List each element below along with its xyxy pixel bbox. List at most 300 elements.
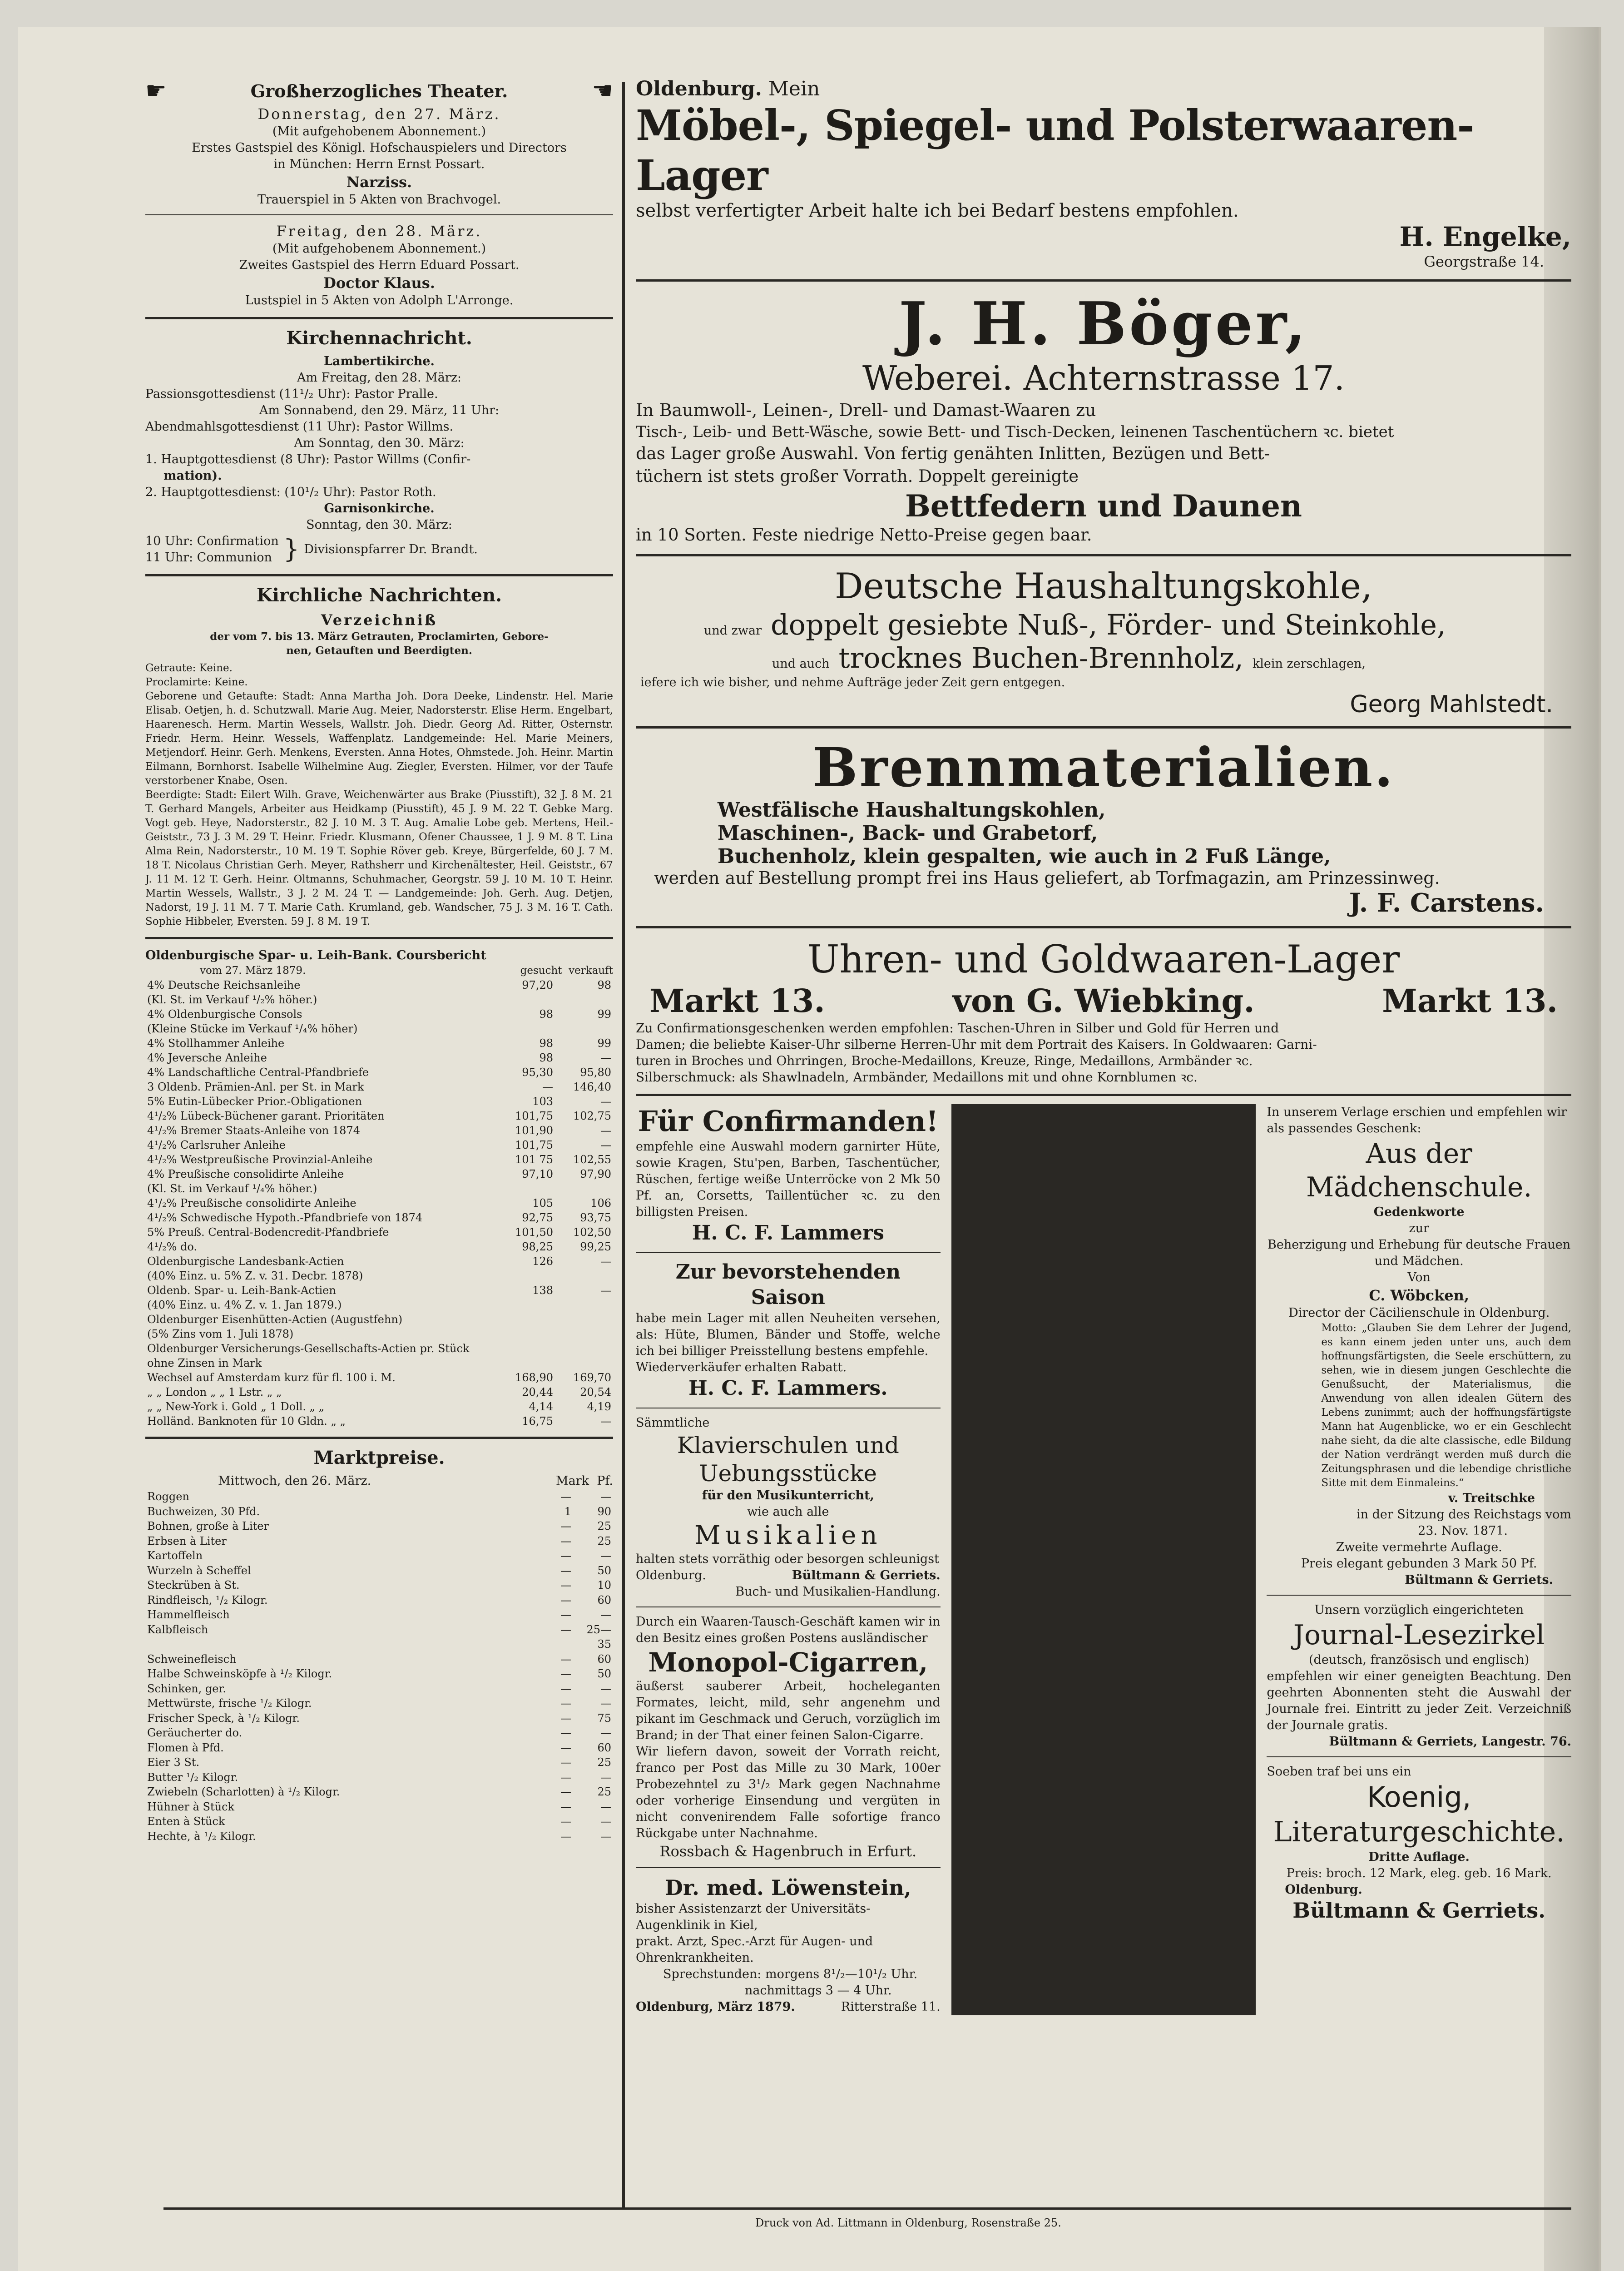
cigarren-text2: Wir liefern davon, soweit der Vorrath reicht, franco per Post das Mille zu 30 Mark, 100er Probezehntel zu 3¹/₂ Mark gegen Nachnahme oder vorherige Einsendung und vergüten in nicht convenirendem Falle sofortige franco Rückgabe unter Nachnahme. (636, 1745, 941, 1840)
conf-text: empfehle eine Auswahl modern garnirter Hüte, sowie Kragen, Stu'pen, Barben, Taschentücher, Rüschen, fertige weiße Unterröcke von 2 Mk 50 Pf. an, Corsetts, Taillentücher ꝛc. zu den billigsten Preisen. (636, 1140, 941, 1219)
markt-cell: 25—35 (586, 1623, 611, 1651)
bank-row (145, 1080, 613, 1094)
markt-row (145, 1711, 613, 1726)
bank-cell (555, 1181, 613, 1196)
bank-cell: 4¹/₂% Schwedische Hypoth.-Pfandbriefe von 1874 (147, 1211, 423, 1224)
markt-cell: 1 (564, 1505, 571, 1518)
bank-cell: — (600, 1124, 611, 1137)
markt-row (145, 1740, 613, 1755)
bank-cell: Oldenburger Eisenhütten-Actien (Augustfehn) (147, 1313, 403, 1326)
bank-cell (555, 1269, 613, 1283)
journal-head: Journal-Lesezirkel (1293, 1619, 1545, 1651)
column-rule (622, 82, 625, 2207)
markt-cell: — (600, 1815, 611, 1828)
bank-row (145, 1152, 613, 1167)
bank-cell: 4% Jeversche Anleihe (147, 1051, 267, 1064)
bank-subheader (145, 964, 613, 978)
markt-row (145, 1593, 613, 1608)
bank-cell: Wechsel auf Amsterdam kurz für fl. 100 i. M. (147, 1371, 396, 1384)
church-2: Garnisonkirche. (324, 501, 435, 516)
bank-cell: 4,14 (529, 1400, 553, 1413)
ad-kohle (636, 565, 1571, 718)
bank-cell (497, 1341, 555, 1356)
arzt-text: nachmittags 3 — 4 Uhr. (745, 1983, 892, 1998)
theater-title: Großherzogliches Theater. (250, 80, 508, 101)
theater-line-1b: in München: Herrn Ernst Possart. (273, 157, 485, 171)
markt-cell: — (560, 1490, 571, 1503)
bank-cell (497, 1181, 555, 1196)
theater-play-2: Doctor Klaus. (323, 274, 435, 292)
markt-cell: Enten à Stück (147, 1815, 225, 1828)
maedchen-ed: Zweite vermehrte Auflage. (1336, 1540, 1502, 1554)
bank-cell: 101,90 (515, 1124, 553, 1137)
moebel-city: Oldenburg. (636, 77, 762, 100)
markt-cell: — (560, 1549, 571, 1562)
bank-row (145, 1385, 613, 1399)
bank-row (145, 1312, 613, 1327)
markt-cell: Hammelfleisch (147, 1608, 230, 1621)
theater-play-1: Narziss. (346, 174, 412, 191)
bank-cell: 101,50 (515, 1226, 553, 1239)
bank-cell (555, 1298, 613, 1312)
proclamirte: Proclamirte: Keine. (145, 676, 248, 688)
bank-cell (497, 1021, 555, 1036)
markt-row (145, 1726, 613, 1740)
bank-cell: 4¹/₂% Carlsruher Anleihe (147, 1139, 286, 1151)
markt-row (145, 1607, 613, 1622)
bank-cell: (40% Einz. u. 4% Z. v. 1. Jan 1879.) (147, 1299, 342, 1311)
koenig-head: Literaturgeschichte. (1273, 1815, 1565, 1848)
verzeichnis-sub: nen, Getauften und Beerdigten. (286, 645, 472, 657)
markt-cell: — (560, 1520, 571, 1532)
markt-cell: Eier 3 St. (147, 1756, 200, 1769)
bank-row (145, 1196, 613, 1210)
kirchliche-title: Kirchliche Nachrichten. (256, 585, 502, 606)
kirchen-line: 2. Hauptgottesdienst: (10¹/₂ Uhr): Pastor Roth. (145, 485, 436, 499)
markt-cell: — (560, 1579, 571, 1592)
markt-row (145, 1548, 613, 1563)
bank-cell: (Kl. St. im Verkauf ¹/₄% höher.) (147, 1182, 317, 1195)
bank-cell: 4,19 (587, 1400, 611, 1413)
markt-cell: — (560, 1830, 571, 1843)
bank-row (145, 1298, 613, 1312)
bank-cell (555, 992, 613, 1007)
bank-cell (497, 1298, 555, 1312)
maedchen-g3: Beherzigung und Erhebung für deutsche Frauen und Mädchen. (1268, 1238, 1571, 1268)
bank-title: Oldenburgische Spar- u. Leih-Bank. Coursbericht (145, 948, 486, 962)
uhren-text: Silberschmuck: als Shawlnadeln, Armbänder, Medaillons mit und ohne Kornblumen ꝛc. (636, 1070, 1198, 1085)
bank-cell: (Kleine Stücke im Verkauf ¹/₄% höher) (147, 1022, 358, 1035)
maedchen-head: Aus der Mädchenschule. (1306, 1138, 1532, 1203)
bank-cell: 20,44 (522, 1386, 553, 1398)
bank-header (145, 947, 613, 964)
markt-row (145, 1666, 613, 1681)
journal-text: empfehlen wir einer geneigten Beachtung. Den geehrten Abonnenten steht die Auswahl der Journale frei. Eintritt zu jeder Zeit. Verzeichniß der Journale gratis. (1267, 1669, 1571, 1732)
markt-cell: Rindfleisch, ¹/₂ Kilogr. (147, 1593, 268, 1607)
markt-cell: Flomen à Pfd. (147, 1741, 224, 1754)
klavier-musik: Musikalien (694, 1521, 882, 1550)
maedchen-treitschke: v. Treitschke (1448, 1491, 1535, 1505)
markt-cell: Hühner à Stück (147, 1800, 235, 1813)
markt-cell: — (560, 1815, 571, 1828)
markt-row (145, 1696, 613, 1711)
markt-row (145, 1681, 613, 1696)
bank-row (145, 1414, 613, 1428)
bank-cell: 168,90 (515, 1371, 553, 1384)
boeger-text: in 10 Sorten. Feste niedrige Netto-Preise gegen baar. (636, 525, 1092, 545)
kirchen-line: Sonntag, den 30. März: (306, 518, 452, 532)
bank-cell: 105 (532, 1197, 553, 1210)
verzeichnis-sub: der vom 7. bis 13. März Getrauten, Proclamirten, Gebore- (210, 630, 549, 643)
markt-cell: Wurzeln à Scheffel (147, 1564, 251, 1577)
bank-cell: 99 (597, 1008, 611, 1021)
markt-row (145, 1504, 613, 1519)
koenig-seller: Bültmann & Gerriets. (1292, 1898, 1546, 1923)
journal-pre: Unsern vorzüglich eingerichteten (1314, 1603, 1524, 1617)
markt-cell: 60 (597, 1593, 611, 1607)
brenn-head: Brennmaterialien. (812, 736, 1395, 799)
arzt-name: Dr. med. Löwenstein, (664, 1875, 911, 1900)
markt-cell: Kalbfleisch (147, 1623, 208, 1636)
markt-cell: — (560, 1682, 571, 1695)
markt-table (145, 1489, 613, 1844)
markt-cell: — (560, 1800, 571, 1813)
maedchen-name: Bültmann & Gerriets. (1405, 1573, 1554, 1587)
bank-row (145, 1399, 613, 1414)
col-gesucht: gesucht (520, 965, 562, 977)
uhren-text: turen in Broches und Ohrringen, Broche-Medaillons, Kreuze, Ringe, Medaillons, Armbänder ꝛc. (636, 1053, 1253, 1068)
markt-cell: Bohnen, große à Liter (147, 1520, 269, 1532)
brenn-line: Westfälische Haushaltungskohlen, (718, 798, 1106, 822)
bank-row (145, 1138, 613, 1152)
arzt-addr: Ritterstraße 11. (841, 2000, 941, 2014)
bank-cell: 92,75 (522, 1211, 553, 1224)
theater-abo-2: (Mit aufgehobenem Abonnement.) (272, 242, 486, 256)
markt-cell: 60 (597, 1652, 611, 1666)
koenig-ed: Dritte Auflage. (1368, 1850, 1470, 1864)
bank-cell: 99,25 (580, 1240, 611, 1253)
markt-cell: Kartoffeln (147, 1549, 203, 1562)
boeger-text: Tisch-, Leib- und Bett-Wäsche, sowie Bett- und Tisch-Decken, leinenen Taschentüchern ꝛc. bietet (636, 423, 1394, 441)
maedchen-g2: zur (1409, 1221, 1429, 1235)
col-verkauft: verkauft (569, 965, 613, 977)
bank-cell: 101,75 (515, 1110, 553, 1122)
klavier-head: Klavierschulen und Uebungsstücke (677, 1432, 899, 1487)
markt-cell: Erbsen à Liter (147, 1534, 227, 1547)
kirchen-line: Divisionspfarrer Dr. Brandt. (304, 542, 478, 556)
markt-cell: — (600, 1682, 611, 1695)
ad-brenn (636, 737, 1571, 918)
bank-cell: 146,40 (573, 1081, 611, 1093)
ad-confirmanden (636, 1104, 941, 1246)
bank-cell: — (600, 1284, 611, 1297)
kirchen-line: Abendmahlsgottesdienst (11 Uhr): Pastor Willms. (145, 420, 454, 434)
bank-cell: 102,55 (573, 1153, 611, 1166)
markt-row (145, 1534, 613, 1549)
ad-uhren (636, 937, 1571, 1086)
boeger-text: In Baumwoll-, Leinen-, Drell- und Damast-Waaren zu (636, 400, 1096, 420)
bank-cell: 4¹/₂% Lübeck-Büchener garant. Prioritäten (147, 1110, 385, 1122)
brenn-line: Buchenholz, klein gespalten, wie auch in 2 Fuß Länge, (718, 845, 1331, 868)
markt-row (145, 1770, 613, 1785)
bank-cell: (Kl. St. im Verkauf ¹/₂% höher.) (147, 993, 317, 1006)
bank-row (145, 1021, 613, 1036)
print-footer: Druck von Ad. Littmann in Oldenburg, Rosenstraße 25. (755, 2216, 1061, 2229)
bank-cell: 4¹/₂% Bremer Staats-Anleihe von 1874 (147, 1124, 360, 1137)
markt-cell: — (600, 1490, 611, 1503)
bank-date: vom 27. März 1879. (200, 965, 306, 977)
conf-name: H. C. F. Lammers (692, 1221, 884, 1245)
kirchen-line: 1. Hauptgottesdienst (8 Uhr): Pastor Willms (Confir- (145, 452, 471, 466)
bank-cell: 98 (539, 1037, 553, 1050)
bank-cell: 4% Landschaftliche Central-Pfandbriefe (147, 1066, 369, 1079)
kohle-line: trocknes Buchen-Brennholz, (838, 641, 1243, 674)
markt-row (145, 1814, 613, 1829)
bank-cell: 126 (532, 1255, 553, 1268)
kirchen-line: Am Freitag, den 28. März: (297, 371, 462, 385)
boeger-name: J. H. Böger, (899, 289, 1308, 358)
boeger-text: tüchern ist stets großer Vorrath. Doppelt gereinigte (636, 466, 1079, 486)
markt-cell: — (600, 1726, 611, 1739)
bank-cell: 169,70 (573, 1371, 611, 1384)
markt-cell: — (560, 1608, 571, 1621)
bank-cell: 101,75 (515, 1139, 553, 1151)
bank-cell: 4¹/₂% Westpreußische Provinzial-Anleihe (147, 1153, 373, 1166)
moebel-mein: Mein (768, 77, 820, 100)
theater-desc-2: Lustspiel in 5 Akten von Adolph L'Arronge. (245, 293, 514, 307)
koenig-price: Preis: broch. 12 Mark, eleg. geb. 16 Mark. (1286, 1866, 1552, 1880)
bank-cell: — (600, 1255, 611, 1268)
uhren-text: Zu Confirmationsgeschenken werden empfohlen: Taschen-Uhren in Silber und Gold für Herren und (636, 1021, 1279, 1036)
bank-cell: 4¹/₂% do. (147, 1240, 198, 1253)
uhren-markt-right: Markt 13. (1382, 982, 1558, 1020)
bank-row (145, 1210, 613, 1225)
ad-boeger (636, 290, 1571, 546)
maedchen-von: Von (1407, 1270, 1431, 1284)
kirchen-line: Am Sonnabend, den 29. März, 11 Uhr: (259, 403, 500, 417)
boeger-line: Weberei. Achternstrasse 17. (862, 359, 1345, 398)
klavier-name: Bültmann & Gerriets. (792, 1568, 941, 1582)
markt-cell: — (560, 1711, 571, 1725)
markt-cell: — (600, 1697, 611, 1710)
saison-head: Zur bevorstehenden Saison (675, 1260, 901, 1309)
markt-cell: — (600, 1770, 611, 1784)
ad-saison (636, 1259, 941, 1401)
bank-row (145, 1051, 613, 1065)
bank-row (145, 1341, 613, 1356)
markt-cell: Butter ¹/₂ Kilogr. (147, 1770, 238, 1784)
bank-cell: Oldenb. Spar- u. Leih-Bank-Actien (147, 1284, 336, 1297)
cigarren-head: Monopol-Cigarren, (648, 1647, 928, 1678)
ad-koenig (1267, 1764, 1571, 1923)
theater-header (145, 77, 613, 104)
klavier-city: Oldenburg. (636, 1568, 706, 1582)
uhren-name: von G. Wiebking. (952, 982, 1255, 1020)
markt-title: Marktpreise. (313, 1447, 445, 1468)
markt-cell: — (560, 1534, 571, 1547)
geborene-text: Geborene und Getaufte: Stadt: Anna Martha Joh. Dora Deeke, Lindenstr. Hel. Marie Elisab. Oetjen, h. d. Schutzwall. Marie Aug. Meier, Nadorsterstr. Elise Herm. Engelbart, Haarenesch. Herm. Martin Wessels, Wallstr. Joh. Diedr. Georg Ad. Ritter, Osternstr. Friedr. Herm. Heinr. Wessels, Waffenplatz. Landgemeinde: Hel. Marie Meiners, Metjendorf. Heinr. Gerh. Menkens, Eversten. Anna Hotes, Ohmstede. Joh. Heinr. Martin Eilmann, Bornhorst. Isabelle Wilhelmine Aug. Ziegler, Eversten. Hilmer, vor der Taufe verstorbener Knabe, Osen. (145, 690, 613, 787)
kohle-line: doppelt gesiebte Nuß-, Förder- und Steinkohle, (770, 608, 1446, 641)
markt-cell: Mettwürste, frische ¹/₂ Kilogr. (147, 1697, 312, 1710)
markt-cell: — (560, 1697, 571, 1710)
bank-cell: 103 (532, 1095, 553, 1108)
bank-cell: 98,25 (522, 1240, 553, 1253)
markt-cell: Roggen (147, 1490, 189, 1503)
ad-klavier (636, 1415, 941, 1600)
kirchen-line: Passionsgottesdienst (11¹/₂ Uhr): Pastor Pralle. (145, 387, 438, 401)
church-1: Lambertikirche. (324, 354, 435, 368)
garnison-times: 10 Uhr: Confirmation 11 Uhr: Communion } Divisionspfarrer Dr. Brandt. (145, 533, 613, 566)
theater-abo-1: (Mit aufgehobenem Abonnement.) (272, 124, 486, 139)
saison-text: habe mein Lager mit allen Neuheiten versehen, als: Hüte, Blumen, Bänder und Stoffe, welche ich bei billiger Preisstellung bestens empfehle. (636, 1311, 941, 1358)
saison-name: H. C. F. Lammers. (688, 1377, 888, 1400)
markt-cell: Schweinefleisch (147, 1652, 237, 1666)
bank-cell: 5% Preuß. Central-Bodencredit-Pfandbriefe (147, 1226, 389, 1239)
bank-cell: — (542, 1081, 553, 1093)
conf-head: Für Confirmanden! (638, 1105, 939, 1138)
klavier-name2: Buch- und Musikalien-Handlung. (735, 1585, 941, 1599)
markt-cell: Steckrüben à St. (147, 1579, 240, 1592)
arzt-text: Sprechstunden: morgens 8¹/₂—10¹/₂ Uhr. (663, 1967, 918, 1981)
bank-cell: 4¹/₂% Preußische consolidirte Anleihe (147, 1197, 356, 1210)
bank-cell: — (600, 1415, 611, 1428)
bank-cell: 102,50 (573, 1226, 611, 1239)
bank-row (145, 1167, 613, 1181)
bank-row (145, 1254, 613, 1269)
uhren-text: Damen; die beliebte Kaiser-Uhr silberne Herren-Uhr mit dem Portrait des Kaisers. In Goldwaaren: Garni- (636, 1037, 1317, 1052)
markt-cell: 60 (597, 1741, 611, 1754)
brenn-name: J. F. Carstens. (1349, 888, 1544, 918)
bank-row (145, 1065, 613, 1080)
kirchen-line: Am Sonntag, den 30. März: (294, 436, 465, 450)
brenn-line: werden auf Bestellung prompt frei ins Haus geliefert, ab Torfmagazin, am Prinzessinweg. (654, 868, 1440, 888)
markt-row (145, 1622, 613, 1652)
bank-cell: 97,10 (522, 1168, 553, 1180)
klavier-sub: für den Musikunterricht, (702, 1488, 874, 1502)
bank-cell: 98 (539, 1051, 553, 1064)
bank-cell (555, 1021, 613, 1036)
markt-row (145, 1489, 613, 1504)
bank-cell: Oldenburger Versicherungs-Gesellschafts-Actien pr. Stück (147, 1342, 470, 1355)
markt-row (145, 1800, 613, 1815)
bank-cell (497, 992, 555, 1007)
bank-cell: — (600, 1051, 611, 1064)
ad-maedchenschule (1267, 1104, 1571, 1588)
klavier-pre: Sämmtliche (636, 1416, 710, 1430)
markt-cell: — (560, 1770, 571, 1784)
bank-cell: 99 (597, 1037, 611, 1050)
markt-header (145, 1473, 613, 1489)
bank-row (145, 1109, 613, 1123)
bank-row (145, 1283, 613, 1298)
markt-date: Mittwoch, den 26. März. (218, 1474, 371, 1488)
markt-cell: — (600, 1549, 611, 1562)
bank-cell: 97,20 (522, 979, 553, 992)
kohle-text: und auch (772, 657, 830, 671)
bank-cell (555, 1327, 613, 1341)
arzt-text: bisher Assistenzarzt der Universitäts-Augenklinik in Kiel, (636, 1902, 871, 1932)
right-column (636, 77, 1571, 2207)
markt-row (145, 1578, 613, 1593)
markt-cell: Buchweizen, 30 Pfd. (147, 1505, 260, 1518)
saison-text2: Wiederverkäufer erhalten Rabatt. (636, 1360, 847, 1374)
maedchen-price: Preis elegant gebunden 3 Mark 50 Pf. (1301, 1557, 1537, 1571)
kohle-head: Deutsche Haushaltungskohle, (835, 566, 1372, 607)
bank-cell: (40% Einz. u. 5% Z. v. 31. Decbr. 1878) (147, 1269, 363, 1282)
markt-cell: Zwiebeln (Scharlotten) à ¹/₂ Kilogr. (147, 1785, 340, 1798)
markt-cell: — (560, 1726, 571, 1739)
bank-cell: 102,75 (573, 1110, 611, 1122)
bank-cell (497, 1356, 555, 1370)
kirchen-line: mation). (163, 469, 222, 483)
kirchen-line: 10 Uhr: Confirmation (145, 534, 279, 548)
journal-sub: (deutsch, französisch und englisch) (1309, 1653, 1530, 1667)
bank-row (145, 978, 613, 992)
markt-cell: 50 (597, 1564, 611, 1577)
bank-cell: „ „ London „ „ 1 Lstr. „ „ (147, 1386, 282, 1398)
maedchen-g: Gedenkworte (1373, 1205, 1465, 1219)
bank-cell: Oldenburgische Landesbank-Actien (147, 1255, 344, 1268)
theater-line-1a: Erstes Gastspiel des Königl. Hofschauspielers und Directors (192, 141, 567, 155)
kohle-text: iefere ich wie bisher, und nehme Aufträge jeder Zeit gern entgegen. (640, 675, 1065, 689)
bank-row (145, 1181, 613, 1196)
moebel-headline: Möbel-, Spiegel- und Polsterwaaren-Lager (636, 101, 1474, 200)
bank-cell: 4% Deutsche Reichsanleihe (147, 979, 301, 992)
kirchen-title: Kirchennachricht. (286, 327, 472, 349)
bank-cell: 16,75 (522, 1415, 553, 1428)
koenig-name: Koenig, (1367, 1780, 1471, 1814)
klavier-sub2: wie auch alle (747, 1505, 829, 1519)
uhren-head: Uhren- und Goldwaaren-Lager (807, 937, 1400, 982)
maedchen-t2: in der Sitzung des Reichstags vom (1357, 1507, 1571, 1522)
cigarren-text: äußerst sauberer Arbeit, hocheleganten Formates, leicht, mild, sehr angenehm und pikant im Geschmack und Geruch, vorzüglich im Brand; in der That einer feinen Salon-Cigarre. (636, 1679, 941, 1742)
maedchen-author: C. Wöbcken, (1369, 1287, 1469, 1304)
bank-cell: 4% Oldenburgische Consols (147, 1008, 302, 1021)
markt-cell: 50 (597, 1667, 611, 1680)
moebel-sub: selbst verfertigter Arbeit halte ich bei Bedarf bestens empfohlen. (636, 200, 1239, 221)
bank-row (145, 1225, 613, 1240)
bank-cell: 95,30 (522, 1066, 553, 1079)
bank-cell: 138 (532, 1284, 553, 1297)
markt-cell: 25 (597, 1534, 611, 1547)
arzt-city: Oldenburg, März 1879. (636, 2000, 795, 2014)
markt-cell: Frischer Speck, à ¹/₂ Kilogr. (147, 1711, 300, 1725)
boeger-bettfedern: Bettfedern und Daunen (905, 488, 1302, 524)
koenig-pre: Soeben traf bei uns ein (1267, 1765, 1411, 1779)
markt-cell: 25 (597, 1756, 611, 1769)
markt-row (145, 1563, 613, 1578)
bank-row (145, 1036, 613, 1051)
klavier-text: halten stets vorräthig oder besorgen schleunigst (636, 1552, 939, 1566)
markt-cell: — (560, 1785, 571, 1798)
markt-row (145, 1652, 613, 1667)
markt-cell: — (560, 1623, 571, 1636)
bank-cell (497, 1312, 555, 1327)
theater-date-2: Freitag, den 28. März. (276, 223, 482, 240)
theater-desc-1: Trauerspiel in 5 Akten von Brachvogel. (257, 193, 501, 207)
bank-row (145, 1269, 613, 1283)
cigarren-name: Rossbach & Hagenbruch in Erfurt. (659, 1843, 917, 1860)
markt-cell: — (560, 1667, 571, 1680)
journal-name: Bültmann & Gerriets, Langestr. 76. (1329, 1735, 1571, 1749)
getraute: Getraute: Keine. (145, 662, 233, 674)
pointing-hand-icon-left: ☚ (592, 77, 613, 104)
moebel-addr: Georgstraße 14. (1424, 253, 1544, 270)
beerdigte-text: Beerdigte: Stadt: Eilert Wilh. Grave, Weichenwärter aus Brake (Piusstift), 32 J. 8 M. 21 T. Gerhard Mangels, Arbeiter aus Heidkamp (Piusstift), 45 J. 9 M. 22 T. Gebke Marg. Vogt geb. Heye, Nadorsterstr., 82 J. 10 M. 3 T. Aug. Amalie Lobe geb. Mertens, Heil.-Geiststr., 73 J. 3 M. 29 T. Heinr. Friedr. Klusmann, Ofener Chaussee, 1 J. 9 M. 8 T. Lina Alma Rein, Nadorsterstr., 10 M. 19 T. Sophie Röver geb. Kreye, Bürgerfelde, 60 J. 7 M. 18 T. Nicolaus Christian Gerh. Meyer, Rathsherr und Kirchenältester, Heil. Geiststr., 67 J. 11 M. 12 T. Gerh. Heinr. Oltmanns, Schuhmacher, Georgstr. 59 J. 10 M. 10 T. Heinr. Martin Wessels, Wallstr., 3 J. 2 M. 24 T. — Landgemeinde: Joh. Gerh. Aug. Detjen, Nadorst, 19 J. 11 M. 7 T. Marie Cath. Krumland, geb. Wandscher, 75 J. 3 M. 16 T. Cath. Sophie Hibbeler, Eversten. 59 J. 8 M. 19 T. (145, 789, 613, 927)
bank-cell (555, 1356, 613, 1370)
markt-cell: Geräucherter do. (147, 1726, 243, 1739)
markt-cell: Hechte, à ¹/₂ Kilogr. (147, 1830, 256, 1843)
